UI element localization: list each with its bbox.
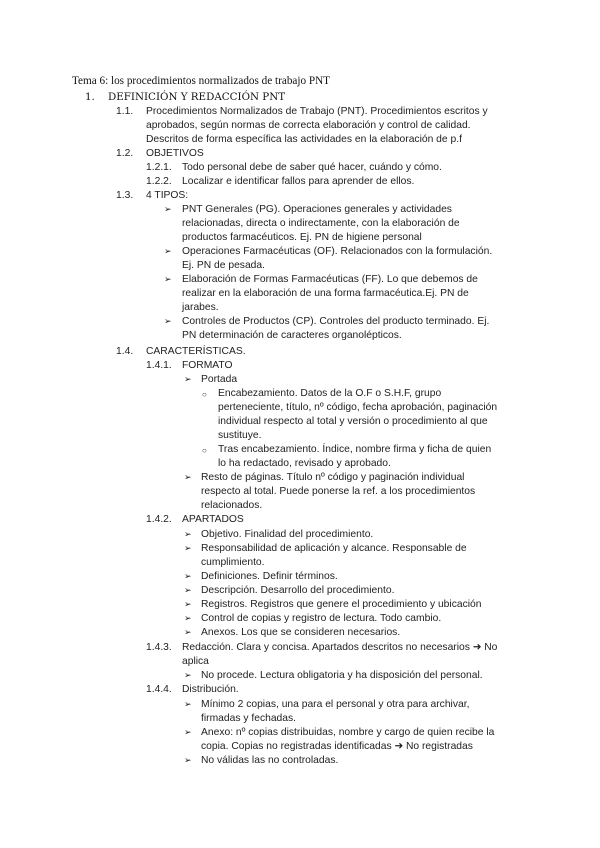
arrow-bullet-icon: ➢ bbox=[164, 205, 172, 215]
apartado-line: Descripción. Desarrollo del procedimiento. bbox=[201, 585, 395, 596]
arrow-bullet-icon: ➢ bbox=[184, 628, 192, 638]
arrow-bullet-icon: ➢ bbox=[184, 572, 192, 582]
apartado-line: Objetivo. Finalidad del procedimiento. bbox=[201, 529, 374, 540]
apartado-line: Definiciones. Definir términos. bbox=[201, 571, 338, 582]
formato-sub-line: perteneciente, título, nº código, fecha aprobación, paginación bbox=[218, 402, 498, 413]
resto-line: Resto de páginas. Título nº código y paginación individual bbox=[201, 472, 465, 483]
type-item-line: PNT Generales (PG). Operaciones generales y actividades bbox=[182, 204, 452, 215]
arrow-bullet-icon: ➢ bbox=[184, 544, 192, 554]
resto-line: respecto al total. Puede ponerse la ref. a los procedimientos bbox=[201, 486, 476, 497]
section-1-4-4-number: 1.4.4. bbox=[146, 684, 172, 695]
formato-sub-line: sustituye. bbox=[218, 430, 262, 441]
arrow-bullet-icon: ➢ bbox=[164, 317, 172, 327]
formato-sub-line: lo ha redactado, revisado y aprobado. bbox=[218, 458, 391, 469]
section-1-4-heading: CARACTERÍSTICAS. bbox=[146, 346, 246, 357]
arrow-bullet-icon: ➢ bbox=[184, 671, 192, 681]
section-1-4-number: 1.4. bbox=[116, 346, 134, 357]
arrow-bullet-icon: ➢ bbox=[184, 600, 192, 610]
type-item-line: Controles de Productos (CP). Controles del producto terminado. Ej. bbox=[182, 316, 490, 327]
distribucion-line: Anexo: nº copias distribuidas, nombre y cargo de quien recibe la bbox=[201, 727, 495, 738]
section-1-number: 1. bbox=[85, 91, 95, 103]
arrow-bullet-icon: ➢ bbox=[184, 614, 192, 624]
section-1-4-1-heading: FORMATO bbox=[182, 360, 233, 371]
arrow-bullet-icon: ➢ bbox=[184, 756, 192, 766]
apartado-line: Control de copias y registro de lectura. Todo cambio. bbox=[201, 613, 442, 624]
section-1-2-number: 1.2. bbox=[116, 148, 134, 159]
section-1-3-number: 1.3. bbox=[116, 190, 134, 201]
arrow-bullet-icon: ➢ bbox=[184, 473, 192, 483]
type-item-line: productos farmacéuticos. Ej. PN de higiene personal bbox=[182, 232, 422, 243]
apartado-line: cumplimiento. bbox=[201, 557, 265, 568]
redaccion-line: aplica bbox=[182, 656, 209, 667]
arrow-bullet-icon: ➢ bbox=[164, 247, 172, 257]
distribucion-line: No válidas las no controladas. bbox=[201, 755, 339, 766]
section-1-2-heading: OBJETIVOS bbox=[146, 148, 204, 159]
section-1-4-4-heading: Distribución. bbox=[182, 684, 239, 695]
section-1-4-2-number: 1.4.2. bbox=[146, 514, 172, 525]
type-item-line: realizar en la elaboración de una forma farmacéutica.Ej. PN de bbox=[182, 288, 469, 299]
arrow-bullet-icon: ➢ bbox=[184, 728, 192, 738]
redaccion-item: No procede. Lectura obligatoria y ha disposición del personal. bbox=[201, 670, 483, 681]
circle-bullet-icon: ○ bbox=[202, 390, 207, 399]
type-item-line: PN determinación de caracteres organolépticos. bbox=[182, 330, 402, 341]
section-1-2-2-text: Localizar e identificar fallos para aprender de ellos. bbox=[182, 176, 415, 187]
section-1-4-3-number: 1.4.3. bbox=[146, 642, 172, 653]
type-item-line: relacionadas, directa o indirectamente, con la elaboración de bbox=[182, 218, 460, 229]
section-1-4-1-number: 1.4.1. bbox=[146, 360, 172, 371]
formato-sub-line: Encabezamiento. Datos de la O.F o S.H.F, grupo bbox=[218, 388, 442, 399]
portada-label: Portada bbox=[201, 374, 238, 385]
section-1-2-2-number: 1.2.2. bbox=[146, 176, 172, 187]
section-1-1-line: Descritos de forma específica las actividades en la elaboración de p.f bbox=[146, 134, 462, 145]
arrow-bullet-icon: ➢ bbox=[184, 700, 192, 710]
arrow-bullet-icon: ➢ bbox=[184, 530, 192, 540]
section-1-2-1-number: 1.2.1. bbox=[146, 162, 172, 173]
page-title: Tema 6: los procedimientos normalizados de trabajo PNT bbox=[72, 75, 331, 87]
apartado-line: Responsabilidad de aplicación y alcance. Responsable de bbox=[201, 543, 467, 554]
distribucion-line: Mínimo 2 copias, una para el personal y otra para archivar, bbox=[201, 699, 470, 710]
type-item-line: jarabes. bbox=[182, 302, 219, 313]
arrow-bullet-icon: ➢ bbox=[164, 275, 172, 285]
section-1-3-heading: 4 TIPOS: bbox=[146, 190, 189, 201]
type-item-line: Operaciones Farmacéuticas (OF). Relacionados con la formulación. bbox=[182, 246, 493, 257]
distribucion-line: copia. Copias no registradas identificadas ➜ No registradas bbox=[201, 741, 473, 752]
arrow-bullet-icon: ➢ bbox=[184, 586, 192, 596]
redaccion-line: Redacción. Clara y concisa. Apartados descritos no necesarios ➜ No bbox=[182, 642, 498, 653]
type-item-line: Ej. PN de pesada. bbox=[182, 260, 265, 271]
formato-sub-line: individual respecto al total y versión o procedimiento al que bbox=[218, 416, 488, 427]
formato-sub-line: Tras encabezamiento. Índice, nombre firma y ficha de quien bbox=[218, 444, 492, 455]
apartado-line: Registros. Registros que genere el procedimiento y ubicación bbox=[201, 599, 482, 610]
type-item-line: Elaboración de Formas Farmacéuticas (FF). Lo que debemos de bbox=[182, 274, 478, 285]
section-1-1-line: aprobados, según normas de correcta elaboración y control de calidad. bbox=[146, 120, 471, 131]
resto-line: relacionados. bbox=[201, 500, 263, 511]
section-1-2-1-text: Todo personal debe de saber qué hacer, cuándo y cómo. bbox=[182, 162, 442, 173]
arrow-bullet-icon: ➢ bbox=[184, 375, 192, 385]
section-1-4-2-heading: APARTADOS bbox=[182, 514, 244, 525]
section-1-heading: DEFINICIÓN Y REDACCIÓN PNT bbox=[108, 91, 286, 103]
distribucion-line: firmadas y fechadas. bbox=[201, 713, 297, 724]
circle-bullet-icon: ○ bbox=[202, 446, 207, 455]
section-1-1-line: Procedimientos Normalizados de Trabajo (PNT). Procedimientos escritos y bbox=[146, 106, 488, 117]
section-1-1-number: 1.1. bbox=[116, 106, 134, 117]
apartado-line: Anexos. Los que se consideren necesarios. bbox=[201, 627, 401, 638]
